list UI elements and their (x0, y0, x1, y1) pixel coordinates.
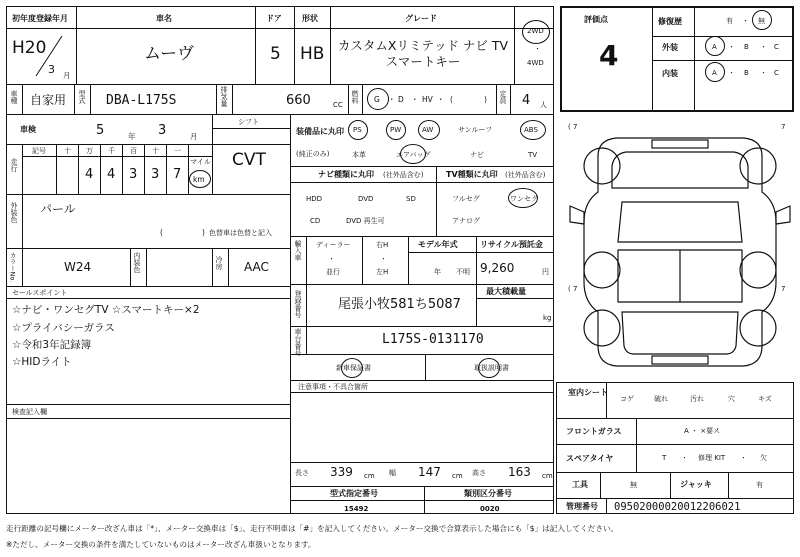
repair-label: 修復歴 (658, 17, 682, 26)
fuel-d: D (398, 95, 404, 104)
navi-dvd: DVD (358, 195, 374, 203)
car-diagram (566, 132, 794, 372)
navi-hdd: HDD (306, 195, 323, 203)
equip-airbag: エアバッグ (396, 151, 431, 159)
diagram-mark: ( 7 (568, 123, 578, 131)
drive-4wd: 4WD (527, 59, 544, 67)
shift-value: CVT (232, 150, 266, 170)
height-value: 163 (508, 465, 531, 479)
equip-leather: 本革 (352, 151, 366, 159)
body-type-label: 形状 (302, 14, 318, 23)
displacement-label: 排気量 (220, 86, 228, 107)
equipment-note: (純正のみ) (296, 150, 330, 158)
import-right: 右H (376, 241, 389, 249)
max-load-label: 最大積載量 (486, 287, 526, 296)
model-year-label: モデル年式 (418, 240, 458, 249)
equip-abs: ABS (524, 126, 538, 134)
diagram-mark: ( 7 (568, 285, 578, 293)
equip-aw: AW (422, 126, 434, 134)
grade-value: カスタムXリミテッド ナビ TV スマートキー (337, 38, 509, 69)
use-value: 自家用 (30, 93, 67, 107)
model-label: 型式 (78, 90, 86, 104)
repair-yes: 有 (726, 17, 733, 25)
width-value: 147 (418, 465, 441, 479)
sales-point-item: ☆ナビ・ワンセグTV ☆スマートキー×2 (12, 304, 200, 316)
ac-value: AAC (244, 260, 269, 274)
recycle-unit: 円 (542, 268, 549, 276)
tv-fullseg: フルセグ (452, 195, 480, 203)
interior-grade-label: 内装 (662, 69, 678, 78)
jack-value: 有 (756, 481, 763, 489)
recycle-label: リサイクル預託金 (480, 240, 543, 249)
first-reg-month-unit: 月 (63, 71, 71, 80)
color-note: 色替車は色替と記入 (209, 229, 272, 237)
import-parallel: 並行 (326, 268, 340, 276)
equipment-label: 装備品に丸印 (296, 127, 344, 136)
equip-navi: ナビ (470, 151, 484, 159)
type-no-value: 15492 (344, 505, 369, 513)
tv-note: (社外品含む) (505, 171, 546, 179)
navi-label: ナビ種類に丸印 (318, 170, 374, 179)
length-value: 339 (330, 465, 353, 479)
car-name-label: 車名 (156, 14, 172, 23)
mileage-digit: 4 (107, 167, 116, 182)
capacity-label: 定員 (499, 90, 507, 104)
reg-label: 登録番号 (294, 290, 302, 318)
drive-2wd: 2WD (527, 27, 544, 35)
color-value: パール (40, 202, 76, 216)
sheet-item: 破れ (654, 395, 668, 403)
sales-point-item: ☆HIDライト (12, 356, 72, 368)
ac-label: 冷房 (215, 256, 223, 270)
navi-sd: SD (406, 195, 416, 203)
navi-cd: CD (310, 217, 321, 225)
mileage-digit: 3 (129, 167, 138, 182)
mileage-label: 走行 (10, 158, 18, 172)
import-dealer: ディーラー (316, 241, 351, 249)
car-name: ムーヴ (144, 44, 195, 64)
fuel-label: 燃料 (351, 90, 359, 104)
sales-point-item: ☆令和3年記録簿 (12, 339, 92, 351)
inspection-label: 車検 (20, 125, 36, 134)
chassis-label: 車台番号 (294, 328, 302, 356)
grade-label: グレード (405, 14, 437, 23)
manual-doc: 取扱説明書 (474, 364, 509, 372)
windshield-value: A ・ ×要ス (684, 427, 721, 435)
body-type-value: HB (300, 44, 325, 64)
max-load-unit: kg (543, 314, 552, 322)
tv-label: TV種類に丸印 (446, 170, 498, 179)
first-reg-era: H20 (12, 38, 47, 58)
cc-unit: CC (333, 101, 343, 109)
tools-value: 無 (630, 481, 637, 489)
equip-sunroof: サンルーフ (458, 126, 493, 134)
color-label: 外装色 (10, 202, 18, 223)
mileage-mile-label: マイル (190, 158, 211, 166)
interior-sheet-label: 室内シート (568, 388, 608, 397)
jack-label: ジャッキ (680, 480, 712, 489)
repair-no: 無 (758, 17, 765, 25)
interior-color-label: 内装色 (133, 252, 141, 273)
fuel-g: G (374, 95, 380, 104)
diagram-mark: 7 (781, 123, 786, 131)
mileage-digit: 3 (151, 167, 160, 182)
spare-label: スペアタイヤ (566, 454, 614, 463)
inspection-month: 3 (158, 123, 167, 138)
windshield-label: フロントガラス (566, 427, 622, 436)
width-label: 幅 (389, 469, 396, 477)
import-left: 左H (376, 268, 389, 276)
import-label: 輸入車 (294, 240, 302, 261)
recycle-value: 9,260 (480, 261, 515, 275)
capacity-value: 4 (522, 93, 531, 108)
footer-note: 走行距離の記号欄にメーター改ざん車は「*」、メーター交換車は「$」、走行不明車は「#」を記入してください。メーター交換で合算表示した場合にも「$」は記入してください。 (6, 524, 619, 533)
warranty-doc: 新車保証書 (336, 364, 371, 372)
diagram-mark: 7 (781, 285, 786, 293)
doors-value: 5 (270, 44, 281, 64)
navi-dvd-play: DVD 再生可 (346, 217, 385, 225)
mileage-digit: 4 (85, 167, 94, 182)
chassis-value: L175S-0131170 (382, 332, 484, 347)
sheet-item: キズ (758, 395, 772, 403)
class-no-label: 類別区分番号 (464, 489, 512, 498)
equip-pw: PW (390, 126, 402, 134)
mileage-unit: km (193, 175, 205, 184)
use-label: 車種 (10, 90, 18, 104)
type-no-label: 型式指定番号 (330, 489, 378, 498)
inspection-year-unit: 年 (128, 132, 136, 141)
doors-label: ドア (266, 14, 282, 23)
reg-value: 尾張小牧581ち5087 (338, 297, 461, 312)
mgmt-value: 09502000020012206021 (614, 501, 741, 513)
first-reg-label: 初年度登録年月 (12, 14, 68, 23)
displacement-value: 660 (286, 93, 311, 108)
footer-note-2: ※ただし、メーター交換の条件を満たしていないものはメーター改ざん車扱いとなります。 (6, 540, 316, 549)
notes-label: 注意事項・不具合箇所 (298, 383, 368, 391)
score-value: 4 (599, 39, 619, 72)
class-no-value: 0020 (480, 505, 500, 513)
shift-label: シフト (238, 118, 259, 126)
fuel-hv: HV (422, 95, 433, 104)
mileage-digit: 7 (173, 167, 182, 182)
color-no-value: W24 (64, 260, 92, 274)
sheet-item: コゲ (620, 395, 634, 403)
model-year-unit: 年 (434, 268, 441, 276)
sheet-item: 穴 (728, 395, 735, 403)
first-reg-month: 3 (48, 63, 55, 76)
tools-label: 工具 (572, 480, 588, 489)
inspection-month-unit: 月 (190, 132, 198, 141)
model-value: DBA-L175S (106, 93, 177, 108)
sales-point-item: ☆プライバシーガラス (12, 322, 115, 334)
navi-note: (社外品含む) (383, 171, 424, 179)
model-year-unknown: 不明 (456, 268, 470, 276)
length-label: 長さ (295, 469, 309, 477)
tv-analog: アナログ (452, 217, 480, 225)
capacity-unit: 人 (540, 101, 547, 109)
tv-oneseg: ワンセグ (510, 195, 538, 203)
score-label: 評価点 (584, 15, 608, 24)
equip-tv: TV (528, 151, 538, 159)
sales-points-label: セールスポイント (12, 289, 68, 297)
mgmt-label: 管理番号 (566, 502, 598, 511)
sheet-item: 汚れ (690, 395, 704, 403)
exterior-grade-label: 外装 (662, 43, 678, 52)
inspection-year: 5 (96, 123, 105, 138)
height-label: 高さ (472, 469, 486, 477)
equip-ps: PS (353, 126, 362, 134)
inspector-label: 検査記入欄 (12, 408, 47, 416)
color-no-label: カラーNo. (8, 252, 17, 283)
spare-kit: 修理 KIT (698, 454, 726, 462)
